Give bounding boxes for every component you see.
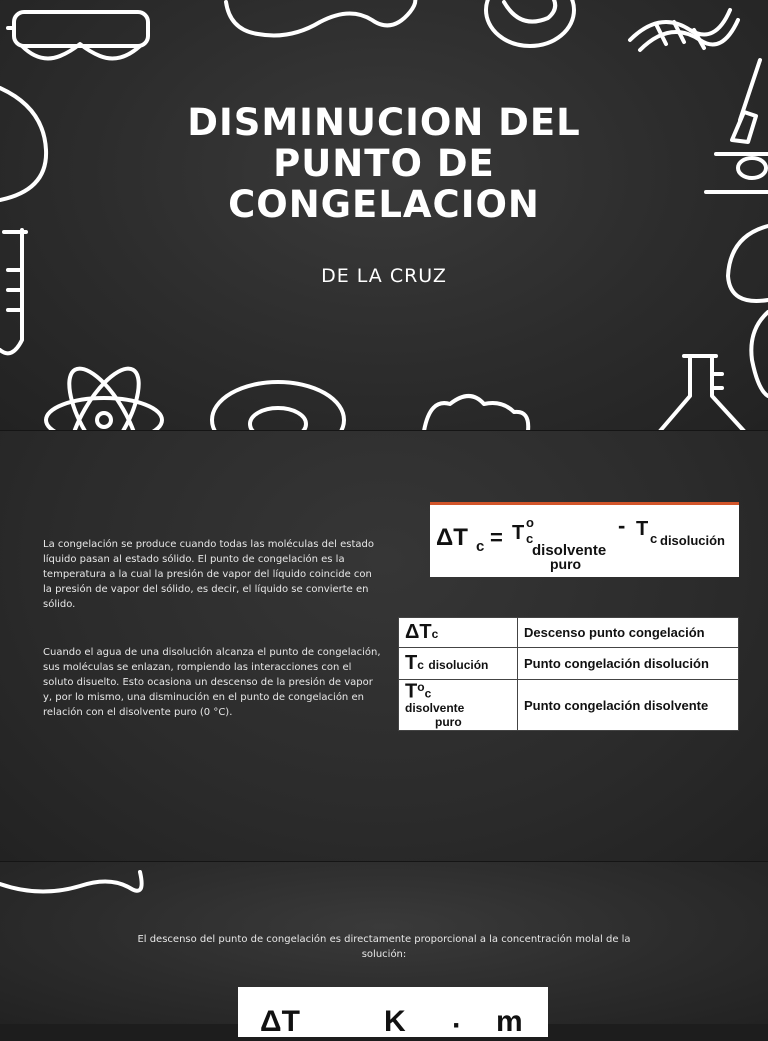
paragraph-freezing: La congelación se produce cuando todas las moléculas del estado líquido pasan al estado sólido. El punto de congelación es la temperatura a la cual la presión de vapor del líquido coincide con la presión de vapor del sólido, es decir, el líquido se convierte en sólido. bbox=[43, 539, 374, 610]
squiggle-icon bbox=[226, 0, 415, 36]
title-slide bbox=[0, 0, 768, 431]
dna-icon bbox=[630, 10, 738, 50]
formula-tc-sub: c bbox=[650, 531, 658, 546]
table-row bbox=[399, 618, 739, 648]
amoeba-icon bbox=[424, 396, 528, 431]
proportionality-slide bbox=[0, 862, 768, 1041]
table-row bbox=[399, 648, 739, 680]
formula-delta: ΔT bbox=[260, 1005, 300, 1038]
table-symbol: Tc disolución bbox=[399, 648, 518, 680]
table-row bbox=[399, 680, 739, 731]
squiggle-icon bbox=[0, 862, 160, 902]
formula-image bbox=[238, 987, 548, 1041]
paragraph-solution: Cuando el agua de una disolución alcanza el punto de congelación, sus moléculas se enlazan, rompiendo las interacciones con el soluto disuelto. Esto ocasiona un descenso de la presión de vapor y, por lo mismo, una disminución en el punto de congelación en relación con el disolvente puro (0 °C). bbox=[43, 647, 381, 718]
slide-title: DISMINUCION DEL PUNTO DE CONGELACION bbox=[187, 101, 581, 226]
flask-icon bbox=[660, 356, 744, 431]
formula-delta: ΔT bbox=[436, 524, 468, 551]
cell-icon bbox=[0, 88, 46, 200]
formula-delta-sub: c bbox=[476, 538, 485, 555]
table-symbol: $T^oc$ disolvente puro bbox=[399, 680, 518, 731]
shell-icon bbox=[486, 0, 574, 46]
goggles-icon bbox=[8, 12, 148, 58]
formula-t0: T bbox=[512, 522, 525, 544]
formula-k: K bbox=[384, 1005, 406, 1038]
table-description: Punto congelación disolución bbox=[518, 648, 739, 680]
formula-t0-sub: c bbox=[526, 531, 534, 546]
test-tube-icon bbox=[0, 230, 26, 353]
formula-t0-sup: o bbox=[526, 515, 534, 530]
formula-dot: · bbox=[452, 1009, 462, 1041]
formula-equals: = bbox=[490, 525, 503, 550]
slide-subtitle: DE LA CRUZ bbox=[321, 265, 447, 287]
formula-t0-sub2: disolvente bbox=[532, 542, 607, 559]
content-slide bbox=[0, 431, 768, 862]
formula-m: m bbox=[496, 1005, 523, 1038]
formula-tc-sub2: disolución bbox=[660, 533, 725, 548]
formula-minus: - bbox=[618, 513, 626, 538]
table-symbol: ΔTc bbox=[399, 618, 518, 648]
formula-t0-sub3: puro bbox=[550, 556, 582, 572]
table-description: Punto congelación disolvente bbox=[518, 680, 739, 731]
microscope-icon bbox=[706, 60, 768, 192]
bacteria-icon bbox=[728, 226, 768, 301]
proportionality-text: El descenso del punto de congelación es directamente proporcional a la concentración molal de la solución: bbox=[137, 934, 631, 960]
formula-image bbox=[430, 502, 739, 577]
definitions-table bbox=[398, 617, 739, 731]
table-description: Descenso punto congelación bbox=[518, 618, 739, 648]
formula-tc: T bbox=[636, 518, 649, 540]
